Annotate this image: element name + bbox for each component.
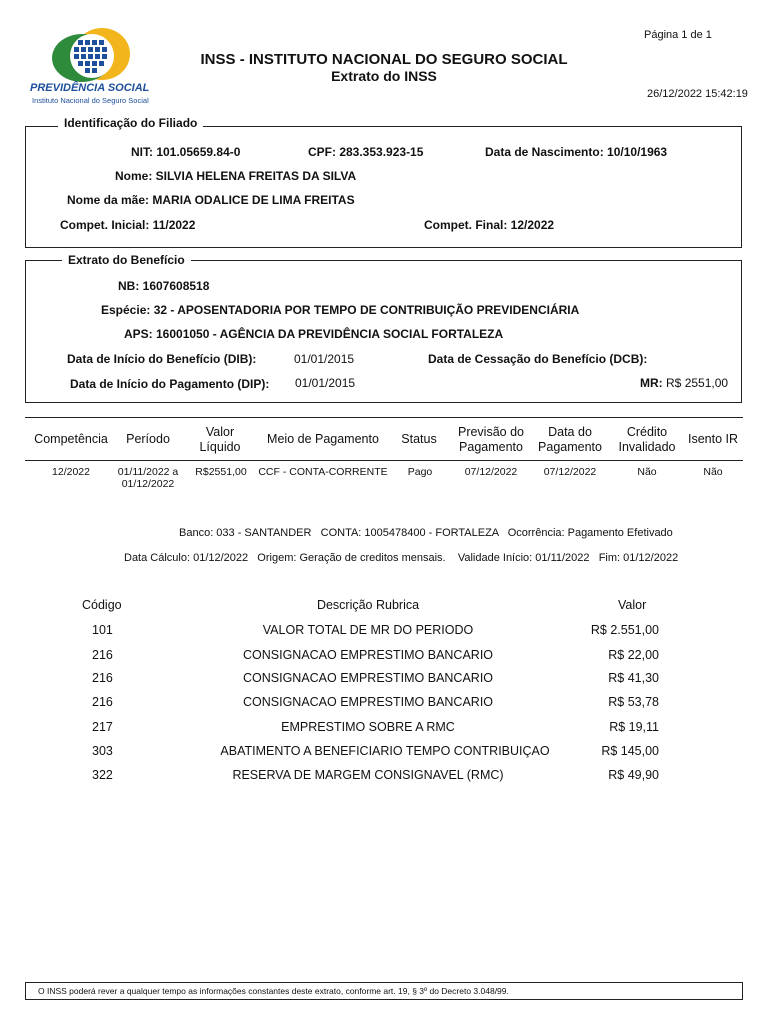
td-competencia: 12/2022 bbox=[52, 466, 90, 478]
compet-initial-field: Compet. Inicial: 11/2022 bbox=[60, 218, 196, 232]
dcb-label: Data de Cessação do Benefício (DCB): bbox=[428, 352, 648, 366]
rubrica-valor: R$ 19,11 bbox=[609, 720, 659, 734]
filiado-legend: Identificação do Filiado bbox=[58, 116, 203, 130]
table-top-rule bbox=[25, 417, 743, 418]
dib-value: 01/01/2015 bbox=[294, 352, 355, 366]
dip-value: 01/01/2015 bbox=[295, 376, 356, 390]
rubrica-codigo: 101 bbox=[92, 623, 113, 637]
rubrica-codigo: 322 bbox=[92, 768, 113, 782]
aps-field: APS: 16001050 - AGÊNCIA DA PREVIDÊNCIA SOCIAL FORTALEZA bbox=[124, 327, 504, 341]
especie-field: Espécie: 32 - APOSENTADORIA POR TEMPO DE CONTRIBUIÇÃO PREVIDENCIÁRIA bbox=[101, 303, 580, 317]
rubrica-codigo: 216 bbox=[92, 671, 113, 685]
rubrica-codigo: 303 bbox=[92, 744, 113, 758]
dip-label: Data de Início do Pagamento (DIP): bbox=[70, 377, 270, 391]
page-subtitle: Extrato do INSS bbox=[331, 68, 437, 84]
rubrica-codigo: 216 bbox=[92, 695, 113, 709]
td-data: 07/12/2022 bbox=[543, 466, 597, 478]
rubrica-codigo: 217 bbox=[92, 720, 113, 734]
th-previsao-l2: Pagamento bbox=[459, 440, 523, 454]
rubrica-valor: R$ 22,00 bbox=[608, 648, 659, 662]
cpf-field: CPF: 283.353.923-15 bbox=[308, 145, 424, 159]
bank-info-line: Banco: 033 - SANTANDER CONTA: 1005478400 - FORTALEZA Ocorrência: Pagamento Efetivado bbox=[179, 527, 673, 539]
th-data-l1: Data do bbox=[548, 425, 592, 439]
rubrica-descricao: CONSIGNACAO EMPRESTIMO BANCARIO bbox=[242, 695, 494, 709]
rubrica-codigo: 216 bbox=[92, 648, 113, 662]
td-previsao: 07/12/2022 bbox=[464, 466, 518, 478]
table-header-rule bbox=[25, 460, 743, 461]
rubrica-descricao: VALOR TOTAL DE MR DO PERIODO bbox=[262, 623, 474, 637]
rubrica-descricao: CONSIGNACAO EMPRESTIMO BANCARIO bbox=[242, 671, 494, 685]
th-competencia: Competência bbox=[34, 432, 108, 446]
rubrica-valor: R$ 145,00 bbox=[601, 744, 659, 758]
th-data-l2: Pagamento bbox=[538, 440, 602, 454]
page-title: INSS - INSTITUTO NACIONAL DO SEGURO SOCIAL bbox=[200, 51, 568, 68]
td-credito: Não bbox=[637, 466, 657, 478]
rubrica-descricao: ABATIMENTO A BENEFICIARIO TEMPO CONTRIBUIÇAO bbox=[220, 744, 550, 758]
rubrica-valor: R$ 53,78 bbox=[608, 695, 659, 709]
th-previsao-l1: Previsão do bbox=[457, 425, 524, 439]
th-periodo: Período bbox=[126, 432, 170, 446]
th-previsao bbox=[450, 425, 532, 455]
rubrica-descricao: RESERVA DE MARGEM CONSIGNAVEL (RMC) bbox=[232, 768, 504, 782]
mother-name-field: Nome da mãe: MARIA ODALICE DE LIMA FREITAS bbox=[67, 193, 355, 207]
mr-field bbox=[640, 376, 728, 390]
td-valor: R$2551,00 bbox=[195, 466, 247, 478]
th-data bbox=[532, 425, 608, 455]
th-valor bbox=[190, 425, 250, 455]
name-field: Nome: SILVIA HELENA FREITAS DA SILVA bbox=[115, 169, 357, 183]
footer-note: O INSS poderá rever a qualquer tempo as informações constantes deste extrato, conforme art. 19, § 3º do Decreto 3.048/99. bbox=[38, 986, 509, 996]
th-credito bbox=[612, 425, 682, 455]
th-valor-l2: Líquido bbox=[199, 440, 241, 454]
mr-label: MR: bbox=[640, 376, 663, 390]
dib-label: Data de Início do Benefício (DIB): bbox=[67, 352, 257, 366]
issue-datetime: 26/12/2022 15:42:19 bbox=[647, 88, 748, 100]
rubrica-header-descricao: Descrição Rubrica bbox=[316, 598, 420, 612]
rubrica-valor: R$ 2.551,00 bbox=[590, 623, 659, 637]
td-status: Pago bbox=[407, 466, 433, 478]
logo-subtitle: Instituto Nacional do Seguro Social bbox=[32, 96, 149, 105]
compet-final-field: Compet. Final: 12/2022 bbox=[424, 218, 555, 232]
rubrica-descricao: EMPRESTIMO SOBRE A RMC bbox=[281, 720, 455, 734]
rubrica-descricao: CONSIGNACAO EMPRESTIMO BANCARIO bbox=[242, 648, 494, 662]
rubrica-header-valor: Valor bbox=[618, 598, 647, 612]
td-periodo-l2: 01/12/2022 bbox=[121, 478, 175, 490]
birthdate-field: Data de Nascimento: 10/10/1963 bbox=[485, 145, 668, 159]
calc-info-line: Data Cálculo: 01/12/2022 Origem: Geração de creditos mensais. Validade Início: 01/11/2022 Fim: 01/12/2022 bbox=[124, 552, 679, 564]
th-credito-l1: Crédito bbox=[626, 425, 668, 439]
th-valor-l1: Valor bbox=[205, 425, 235, 439]
td-periodo-l1: 01/11/2022 a bbox=[117, 466, 179, 478]
td-isento: Não bbox=[703, 466, 723, 478]
rubrica-valor: R$ 49,90 bbox=[608, 768, 659, 782]
th-isento: Isento IR bbox=[687, 432, 739, 446]
rubrica-header-codigo: Código bbox=[82, 598, 122, 612]
logo-name: PREVIDÊNCIA SOCIAL bbox=[30, 82, 150, 94]
th-credito-l2: Invalidado bbox=[618, 440, 676, 454]
mr-value: R$ 2551,00 bbox=[666, 376, 729, 390]
nb-field: NB: 1607608518 bbox=[118, 279, 210, 293]
rubrica-valor: R$ 41,30 bbox=[608, 671, 659, 685]
th-meio: Meio de Pagamento bbox=[267, 432, 379, 446]
page-number: Página 1 de 1 bbox=[644, 29, 712, 41]
td-meio: CCF - CONTA-CORRENTE bbox=[258, 466, 388, 478]
td-periodo bbox=[112, 466, 184, 490]
nit-field: NIT: 101.05659.84-0 bbox=[131, 145, 241, 159]
beneficio-legend: Extrato do Benefício bbox=[62, 253, 191, 267]
th-status: Status bbox=[401, 432, 437, 446]
